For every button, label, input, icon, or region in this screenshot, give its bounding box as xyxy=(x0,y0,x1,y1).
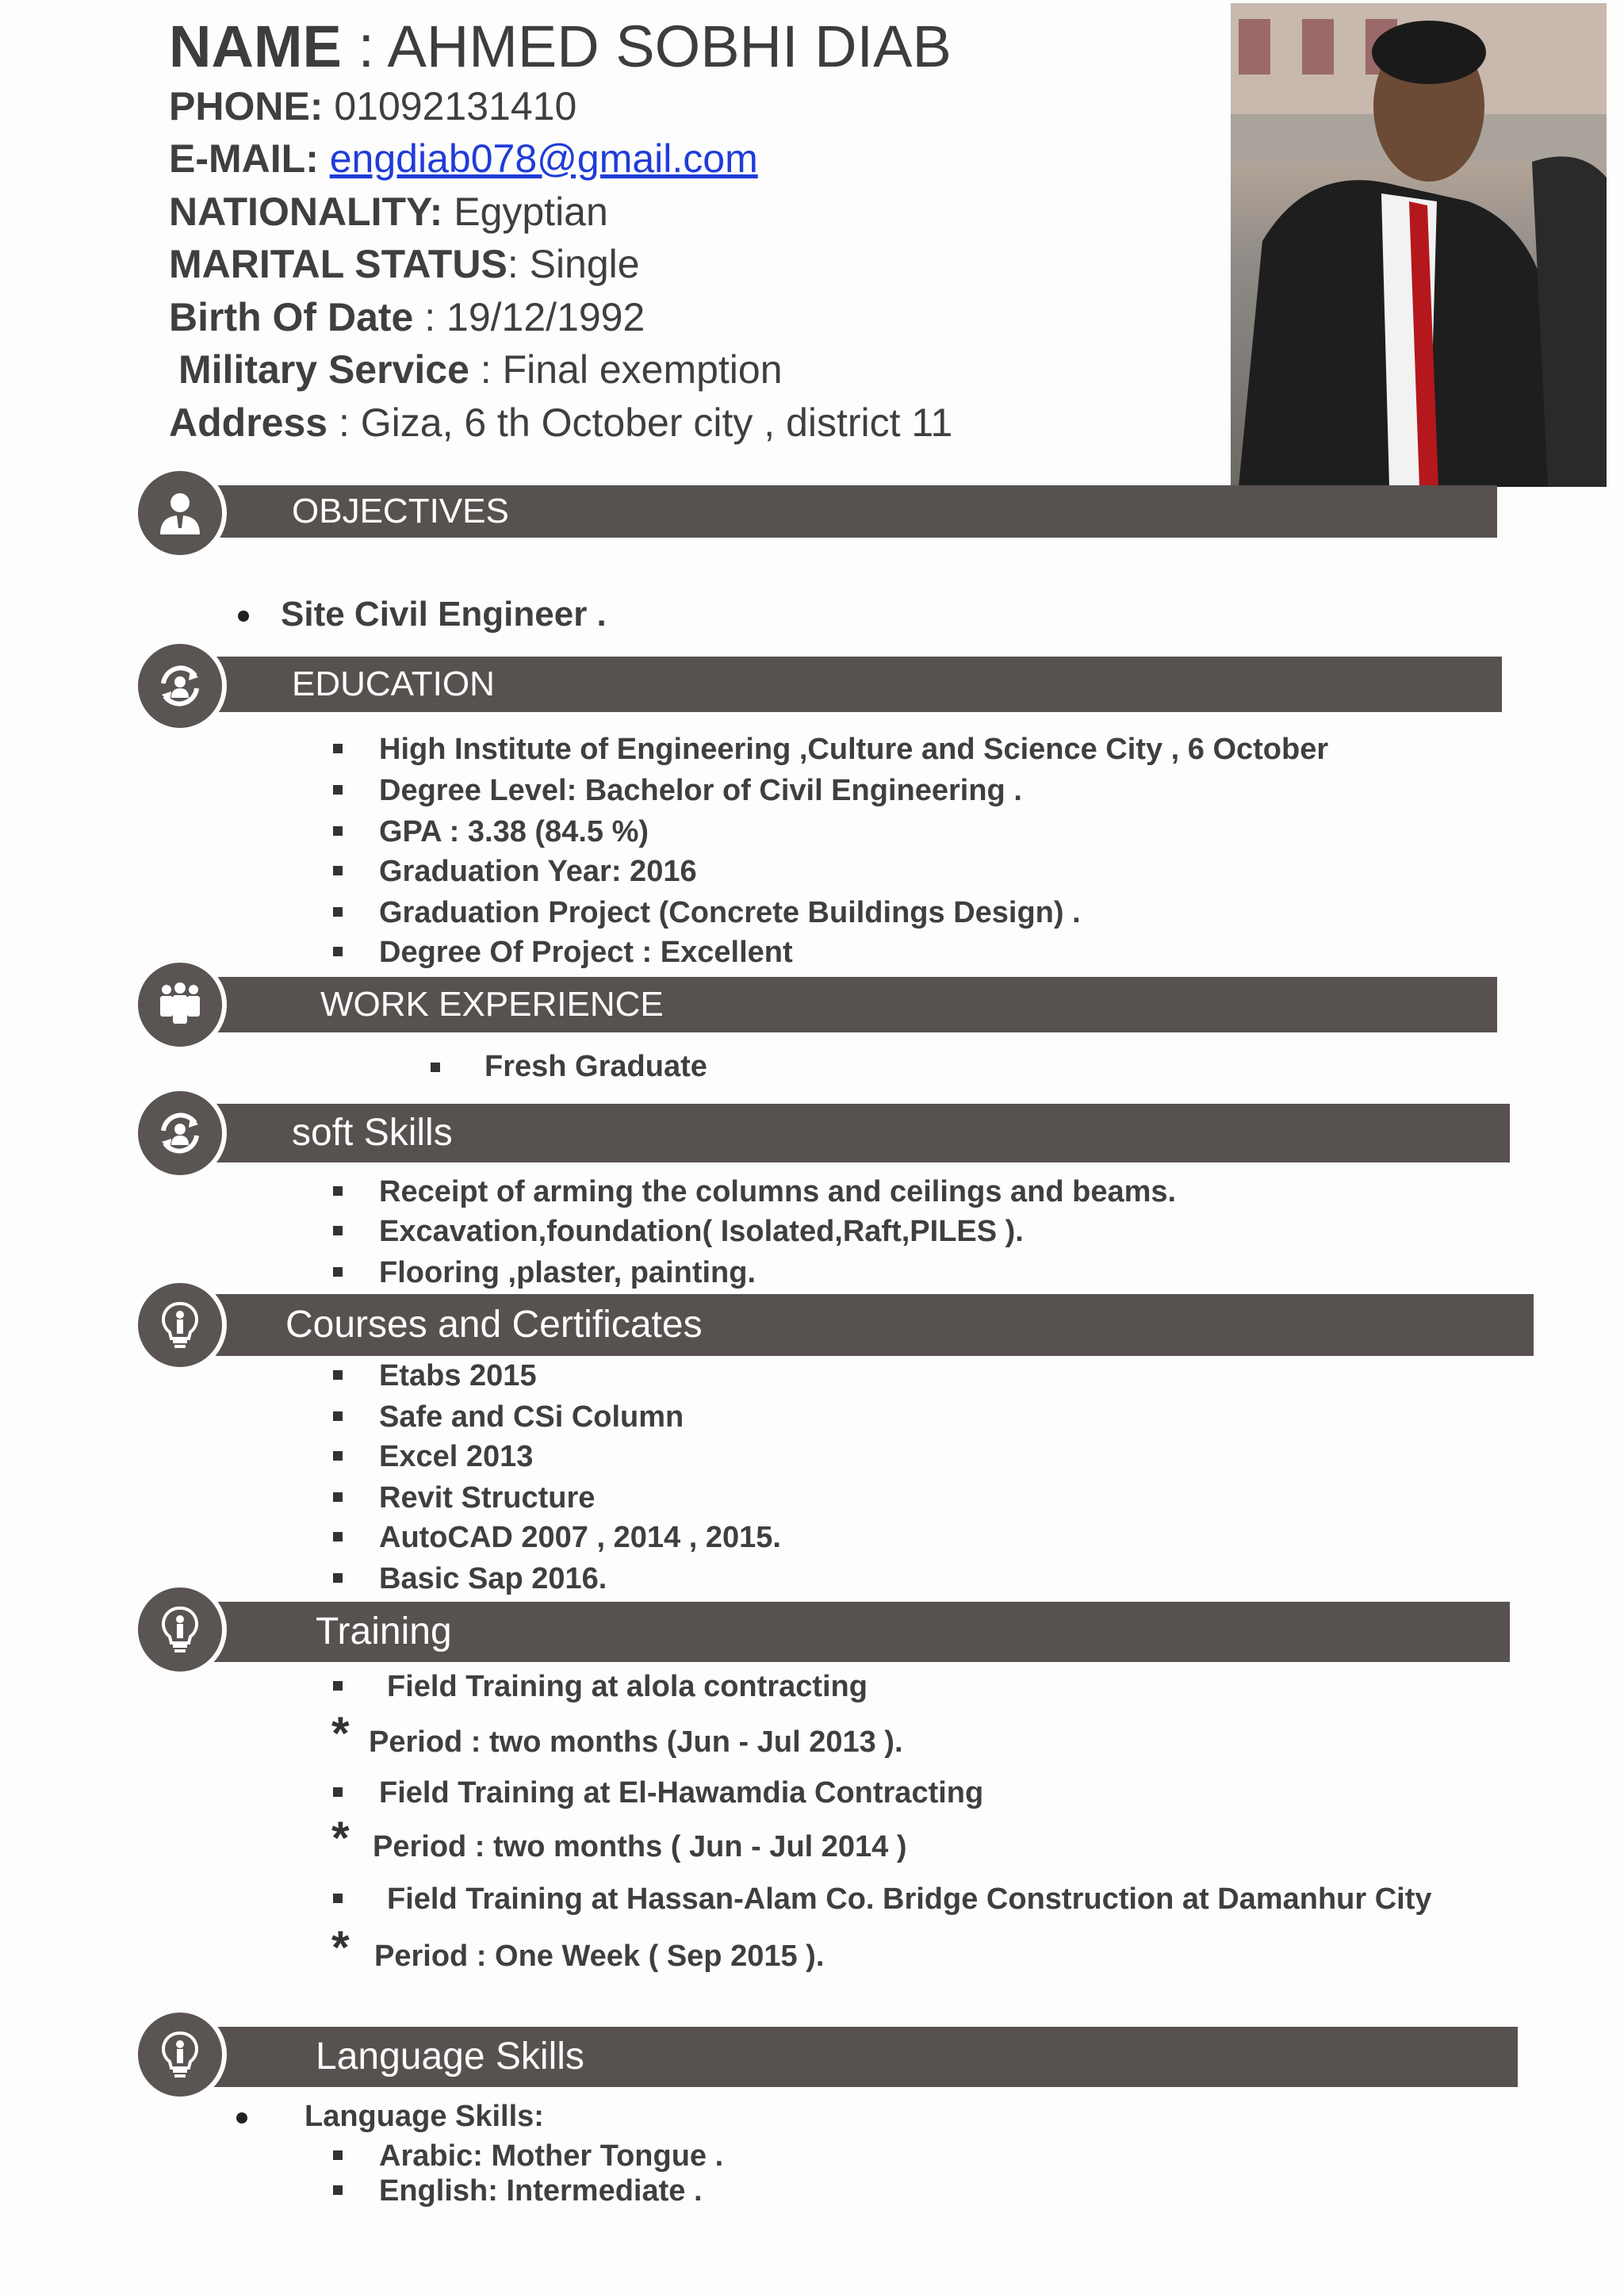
section-training-header xyxy=(182,1602,1510,1662)
bullet-square xyxy=(333,1681,343,1691)
bullet-square xyxy=(333,947,343,956)
bullet-square xyxy=(333,1370,343,1380)
birth-label: Birth Of Date xyxy=(169,295,414,339)
bullet-square xyxy=(431,1063,440,1072)
course-item: Safe and CSi Column xyxy=(379,1400,684,1434)
nationality-label: NATIONALITY: xyxy=(169,190,443,234)
soft-skill-item: Flooring ,plaster, painting. xyxy=(379,1256,756,1289)
section-courses-title: Courses and Certificates xyxy=(285,1304,703,1346)
section-courses-header xyxy=(182,1294,1534,1356)
bullet-square xyxy=(333,1226,343,1235)
training-place: Field Training at El-Hawamdia Contracting xyxy=(379,1776,984,1810)
section-work-badge xyxy=(133,958,227,1051)
birth-line xyxy=(169,293,645,341)
bullet-square xyxy=(333,785,343,795)
military-label: Military Service xyxy=(178,347,469,392)
section-languages-title: Language Skills xyxy=(316,2035,584,2078)
section-languages-badge xyxy=(133,2008,227,2101)
section-soft-skills-header xyxy=(182,1104,1510,1162)
section-education-header xyxy=(182,657,1502,712)
language-item: English: Intermediate . xyxy=(379,2174,703,2208)
name-line xyxy=(169,13,952,81)
soft-skill-item: Receipt of arming the columns and ceilings and beams. xyxy=(379,1175,1177,1208)
section-courses-badge xyxy=(133,1278,227,1372)
bullet-square xyxy=(333,1451,343,1461)
course-item: Basic Sap 2016. xyxy=(379,1562,607,1595)
bullet-square xyxy=(333,1894,343,1903)
bullet-dot xyxy=(236,2112,247,2124)
section-education-title: EDUCATION xyxy=(292,664,495,703)
education-item: Degree Level: Bachelor of Civil Engineering . xyxy=(379,774,1022,807)
section-objectives-badge xyxy=(133,466,227,560)
section-training-badge xyxy=(133,1583,227,1676)
soft-skill-item: Excavation,foundation( Isolated,Raft,PILES ). xyxy=(379,1215,1024,1248)
language-item: Arabic: Mother Tongue . xyxy=(379,2139,724,2173)
name-label: NAME xyxy=(169,13,342,79)
course-item: Revit Structure xyxy=(379,1481,596,1515)
education-item: High Institute of Engineering ,Culture and Science City , 6 October xyxy=(379,733,1329,766)
section-education-badge xyxy=(133,639,227,733)
section-training-title: Training xyxy=(316,1610,452,1653)
training-place: Field Training at alola contracting xyxy=(387,1670,868,1703)
bullet-square xyxy=(333,907,343,917)
training-period: Period : One Week ( Sep 2015 ). xyxy=(374,1940,825,1973)
training-period: Period : two months ( Jun - Jul 2014 ) xyxy=(373,1830,907,1863)
work-item: Fresh Graduate xyxy=(485,1050,707,1083)
bullet-square xyxy=(333,1532,343,1541)
bullet-square xyxy=(333,1267,343,1277)
military-value: : Final exemption xyxy=(480,347,783,392)
asterisk-bullet: * xyxy=(331,1708,350,1760)
person-icon xyxy=(155,488,205,538)
lightbulb-icon xyxy=(155,1605,205,1654)
military-line xyxy=(178,346,783,393)
address-line xyxy=(169,399,952,446)
bullet-square xyxy=(333,2150,343,2160)
bullet-square xyxy=(333,1787,343,1797)
address-label: Address xyxy=(169,400,328,445)
bullet-square xyxy=(333,826,343,836)
bullet-square xyxy=(333,866,343,875)
section-objectives-header xyxy=(182,485,1497,538)
asterisk-bullet: * xyxy=(331,1813,350,1864)
course-item: Etabs 2015 xyxy=(379,1359,537,1392)
bullet-square xyxy=(333,1186,343,1196)
lightbulb-icon xyxy=(155,2030,205,2079)
bullet-square xyxy=(333,1492,343,1502)
marital-value: : Single xyxy=(507,242,640,286)
bullet-square xyxy=(333,744,343,753)
course-item: AutoCAD 2007 , 2014 , 2015. xyxy=(379,1521,781,1554)
objective-item: Site Civil Engineer . xyxy=(281,595,607,634)
languages-heading: Language Skills: xyxy=(304,2100,544,2133)
phone-label: PHONE: xyxy=(169,84,324,128)
profile-photo xyxy=(1231,3,1607,487)
refresh-person-icon xyxy=(155,661,205,710)
asterisk-bullet: * xyxy=(331,1922,350,1974)
training-period: Period : two months (Jun - Jul 2013 ). xyxy=(369,1725,903,1759)
nationality-value: Egyptian xyxy=(454,190,608,234)
marital-label: MARITAL STATUS xyxy=(169,242,508,286)
training-place: Field Training at Hassan-Alam Co. Bridge Construction at Damanhur City xyxy=(387,1882,1432,1916)
name-value: : AHMED SOBHI DIAB xyxy=(358,13,952,79)
team-icon xyxy=(155,980,205,1029)
email-link[interactable]: engdiab078@gmail.com xyxy=(329,136,758,181)
marital-line xyxy=(169,240,640,288)
education-item: Degree Of Project : Excellent xyxy=(379,936,793,969)
nationality-line xyxy=(169,188,608,236)
address-value: : Giza, 6 th October city , district 11 xyxy=(338,400,953,445)
education-item: Graduation Year: 2016 xyxy=(379,855,697,888)
bullet-square xyxy=(333,1573,343,1583)
email-label: E-MAIL: xyxy=(169,136,319,181)
refresh-person-icon xyxy=(155,1109,205,1158)
lightbulb-icon xyxy=(155,1300,205,1350)
course-item: Excel 2013 xyxy=(379,1440,534,1473)
section-soft-skills-badge xyxy=(133,1086,227,1180)
bullet-square xyxy=(333,2185,343,2195)
section-objectives-title: OBJECTIVES xyxy=(292,492,509,530)
phone-value: 01092131410 xyxy=(334,84,577,128)
education-item: Graduation Project (Concrete Buildings Design) . xyxy=(379,896,1081,929)
section-work-title: WORK EXPERIENCE xyxy=(320,985,664,1024)
bullet-square xyxy=(333,1411,343,1421)
section-work-header xyxy=(182,977,1497,1032)
email-line xyxy=(169,135,758,182)
phone-line xyxy=(169,82,576,130)
education-item: GPA : 3.38 (84.5 %) xyxy=(379,815,649,848)
section-languages-header xyxy=(182,2027,1518,2087)
section-soft-skills-title: soft Skills xyxy=(292,1112,453,1154)
bullet-dot xyxy=(238,611,249,622)
birth-value: : 19/12/1992 xyxy=(424,295,645,339)
